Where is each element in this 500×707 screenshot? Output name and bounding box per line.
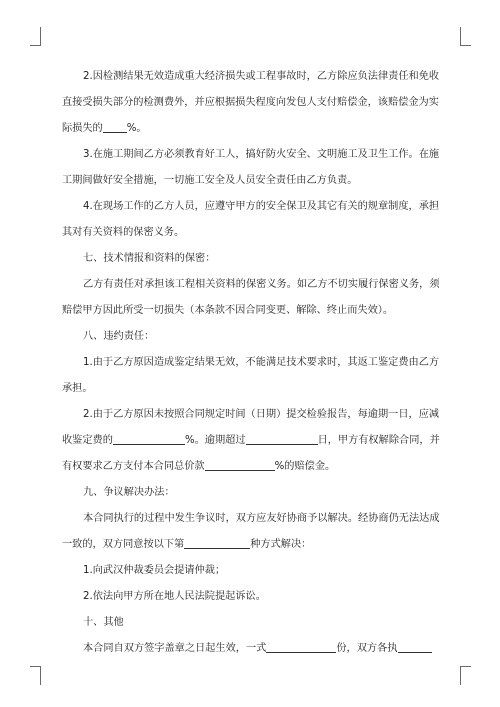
clause-text: 种方式解决： bbox=[250, 539, 312, 550]
clause-text: %。 bbox=[126, 123, 147, 134]
clause-3-safety: 3.在施工期间乙方必须教育好工人，搞好防火安全、文明施工及卫生工作。在施工期间做好安全措施，一切施工安全及人员安全责任由乙方负责。 bbox=[62, 149, 440, 186]
clause-text: 日，甲方有权解除合同，并有权要求乙方支付本合同总价款 bbox=[62, 435, 440, 472]
dispute-clause bbox=[62, 506, 440, 558]
clause-text: 本合同自双方签字盖章之日起生效，一式 bbox=[83, 643, 267, 654]
section-10-heading: 十、其他 bbox=[83, 617, 124, 628]
confidentiality-clause: 乙方有责任对承担该工程相关资料的保密义务。如乙方不切实履行保密义务，须赔偿甲方因此所受一切损失（本条款不因合同变更、解除、终止而失效）。 bbox=[62, 279, 440, 316]
clause-2-inspection-loss bbox=[62, 64, 440, 142]
penalty-percent-blank bbox=[205, 458, 275, 471]
effectiveness-clause bbox=[62, 636, 440, 662]
crop-mark-bottom-right bbox=[460, 666, 471, 685]
dispute-option-litigation: 2.依法向甲方所在地人民法院提起诉讼。 bbox=[83, 591, 266, 602]
clause-text: 2.因检测结果无效造成重大经济损失或工程事故时，乙方除应负法律责任和免收直接受损失部分的检测费外，并应根据损失程度向发包人支付赔偿金，该赔偿金为实际损失的 bbox=[62, 71, 440, 134]
resolution-method-blank bbox=[184, 536, 250, 549]
breach-clause-2 bbox=[62, 402, 440, 480]
section-7-heading: 七、技术情报和资料的保密： bbox=[83, 253, 216, 264]
dispute-option-arbitration: 1.向武汉仲裁委员会提请仲裁； bbox=[83, 565, 226, 576]
clause-text: 本合同执行的过程中发生争议时，双方应友好协商予以解决。经协商仍无法达成一致的，双方同意按以下第 bbox=[62, 513, 440, 550]
clause-text: %的赔偿金。 bbox=[274, 461, 336, 472]
copies-each-blank bbox=[398, 640, 432, 653]
fee-deduction-blank bbox=[113, 432, 185, 445]
contract-body bbox=[62, 64, 440, 662]
overdue-days-blank bbox=[246, 432, 318, 445]
crop-mark-bottom-left bbox=[30, 666, 41, 685]
loss-percent-blank bbox=[103, 120, 127, 133]
section-9-heading: 九、争议解决办法： bbox=[83, 487, 175, 498]
section-8-heading: 八、违约责任： bbox=[83, 331, 155, 342]
clause-4-site-rules: 4.在现场工作的乙方人员，应遵守甲方的安全保卫及其它有关的规章制度，承担其对有关资料的保密义务。 bbox=[62, 201, 440, 238]
clause-text: %。逾期超过 bbox=[184, 435, 246, 446]
copies-count-blank bbox=[266, 640, 336, 653]
crop-mark-top-right bbox=[460, 27, 471, 46]
crop-mark-top-left bbox=[30, 27, 41, 46]
clause-text: 2.由于乙方原因未按照合同规定时间（日期）提交检验报告，每逾期一日，应减收鉴定费的 bbox=[62, 409, 440, 446]
clause-text: 份，双方各执 bbox=[336, 643, 398, 654]
breach-clause-1: 1.由于乙方原因造成鉴定结果无效，不能满足技术要求时，其返工鉴定费由乙方承担。 bbox=[62, 357, 440, 394]
